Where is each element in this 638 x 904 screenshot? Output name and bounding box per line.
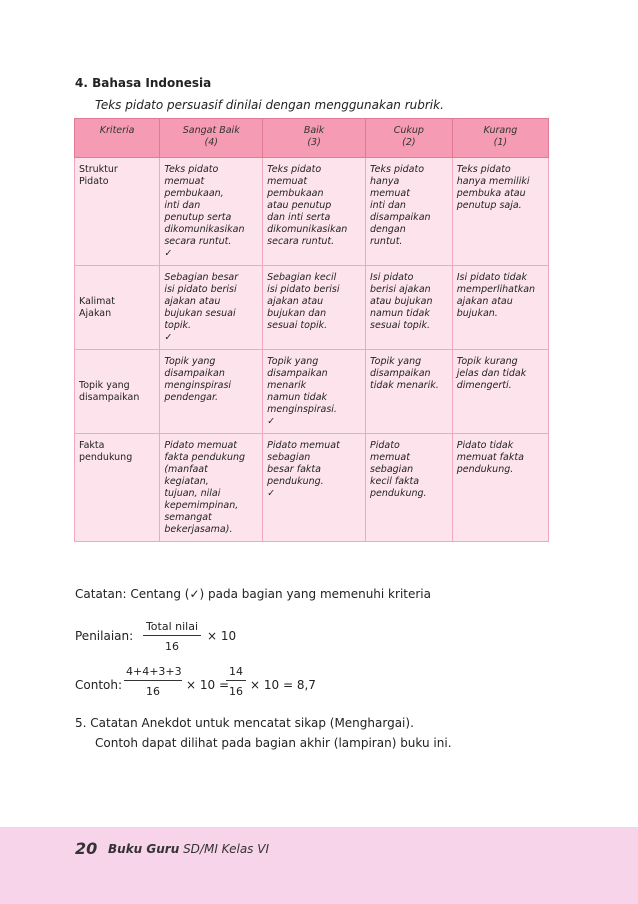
cell-line: Topik yang [267, 356, 319, 367]
cell-line: disampaikan [370, 368, 431, 379]
cell-line: hanya memiliki [456, 176, 530, 187]
cell-line: pendukung. [267, 476, 324, 487]
cell-line: namun tidak [370, 308, 430, 319]
cell-line: pembukaan, [164, 188, 224, 199]
header-title: Sangat Baik [182, 125, 240, 136]
cell-line: semangat [164, 512, 212, 523]
cell-line: memuat [164, 176, 205, 187]
cell-line: sesuai topik. [267, 320, 328, 331]
rubric-cell [263, 266, 366, 350]
header-title: Baik [303, 125, 325, 136]
cell-line: Isi pidato [370, 272, 414, 283]
criterion-line: Kalimat [79, 296, 115, 307]
contoh-label: Contoh: [75, 678, 123, 692]
criterion-line: Fakta [79, 440, 105, 451]
criterion-cell [75, 266, 160, 350]
cell-line: Pidato memuat [267, 440, 340, 451]
cell-line: bujukan dan [267, 308, 327, 319]
criterion-cell [75, 434, 160, 542]
cell-line: sebagian [370, 464, 414, 475]
cell-line: dimengerti. [456, 380, 512, 391]
rubric-table [74, 118, 549, 542]
cell-line: Teks pidato [267, 164, 322, 175]
rubric-cell [263, 350, 366, 434]
cell-line: penutup serta [164, 212, 232, 223]
cell-line: hanya [370, 176, 400, 187]
cell-line: bekerjasama). [164, 524, 233, 535]
header-title: Kriteria [99, 125, 135, 136]
header-title: Cukup [393, 125, 424, 136]
cell-line: pendukung. [370, 488, 427, 499]
page-footer [0, 827, 638, 904]
cell-line: Teks pidato [164, 164, 219, 175]
cell-line: sesuai topik. [370, 320, 430, 331]
penilaian-numerator: Total nilai [143, 620, 201, 636]
cell-line: memuat [267, 176, 308, 187]
cell-line: kepemimpinan, [164, 500, 239, 511]
cell-line: topik. [164, 320, 192, 331]
cell-line: Topik yang [164, 356, 216, 367]
rubric-cell [160, 434, 263, 542]
header-score: (1) [493, 137, 508, 148]
cell-line: Pidato memuat [164, 440, 238, 451]
cell-line: pembuka atau [456, 188, 526, 199]
rubric-header-row [75, 119, 549, 158]
cell-line: bujukan. [456, 308, 498, 319]
cell-line: penutup saja. [456, 200, 522, 211]
header-title: Kurang [483, 125, 518, 136]
rubric-cell [160, 266, 263, 350]
cell-line: (manfaat [164, 464, 208, 475]
cell-line: tidak menarik. [370, 380, 439, 391]
book-title [108, 842, 269, 856]
contoh-numerator-2: 14 [226, 665, 246, 681]
cell-line: Pidato [370, 440, 400, 451]
cell-line: menginspirasi. [267, 404, 337, 415]
rubric-cell [160, 350, 263, 434]
checkmark-icon: ✓ [164, 248, 173, 259]
cell-line: inti dan [164, 200, 201, 211]
cell-line: dikomunikasikan [164, 224, 245, 235]
cell-line: pembukaan [267, 188, 324, 199]
cell-line: disampaikan [267, 368, 328, 379]
rubric-cell [366, 434, 453, 542]
cell-line: isi pidato berisi [164, 284, 237, 295]
penilaian-fraction [143, 620, 201, 653]
table-row [75, 434, 549, 542]
contoh-fraction-2 [226, 665, 246, 698]
cell-line: Teks pidato [370, 164, 425, 175]
cell-line: bujukan sesuai [164, 308, 236, 319]
cell-line: kegiatan, [164, 476, 209, 487]
cell-line: berisi ajakan [370, 284, 431, 295]
cell-line: inti dan [370, 200, 406, 211]
criterion-line: pendukung [79, 452, 133, 463]
cell-line: ajakan atau [456, 296, 513, 307]
criterion-line: Ajakan [79, 308, 112, 319]
checkmark-icon: ✓ [267, 416, 276, 427]
cell-line: kecil fakta [370, 476, 420, 487]
page-number: 20 [75, 839, 98, 858]
cell-line: namun tidak [267, 392, 328, 403]
penilaian-denominator: 16 [165, 640, 179, 653]
rubric-cell [160, 158, 263, 266]
table-row [75, 350, 549, 434]
header-1 [160, 119, 263, 158]
cell-line: secara runtut. [164, 236, 232, 247]
header-0 [75, 119, 160, 158]
cell-line: Isi pidato tidak [456, 272, 527, 283]
cell-line: disampaikan [370, 212, 431, 223]
contoh-fraction-1 [124, 665, 182, 698]
cell-line: Sebagian kecil [267, 272, 337, 283]
cell-line: Sebagian besar [164, 272, 239, 283]
cell-line: ajakan atau [164, 296, 221, 307]
cell-line: besar fakta [267, 464, 321, 475]
rubric-cell [366, 266, 453, 350]
criterion-line: disampaikan [79, 392, 140, 403]
criterion-line: Topik yang [79, 380, 130, 391]
cell-line: sebagian [267, 452, 311, 463]
rubric-cell [366, 158, 453, 266]
cell-line: atau bujukan [370, 296, 433, 307]
cell-line: dengan [370, 224, 406, 235]
cell-line: memperlihatkan [456, 284, 536, 295]
cell-line: pendukung. [456, 464, 514, 475]
cell-line: tujuan, nilai [164, 488, 221, 499]
cell-line: fakta pendukung [164, 452, 246, 463]
penilaian-label: Penilaian: [75, 629, 134, 643]
cell-line: Topik kurang [456, 356, 518, 367]
header-2 [263, 119, 366, 158]
cell-line: Topik yang [370, 356, 422, 367]
check-note: Catatan: Centang (✓) pada bagian yang memenuhi kriteria [75, 587, 431, 601]
book-title-bold: Buku Guru [108, 842, 180, 856]
header-score: (4) [204, 137, 218, 148]
criterion-line: Struktur [79, 164, 118, 175]
item5-line1: 5. Catatan Anekdot untuk mencatat sikap (Menghargai). [75, 716, 414, 730]
cell-line: memuat [370, 452, 410, 463]
table-row [75, 158, 549, 266]
criterion-cell [75, 350, 160, 434]
checkmark-icon: ✓ [267, 488, 276, 499]
item5-line2: Contoh dapat dilihat pada bagian akhir (lampiran) buku ini. [95, 736, 452, 750]
cell-line: menginspirasi [164, 380, 232, 391]
penilaian-times: × 10 [207, 629, 237, 643]
contoh-numerator-1: 4+4+3+3 [124, 665, 182, 681]
contoh-mid: × 10 = [186, 678, 230, 692]
cell-line: memuat [370, 188, 410, 199]
table-row [75, 266, 549, 350]
rubric-cell [452, 158, 548, 266]
contoh-denominator-2: 16 [229, 685, 243, 698]
rubric-cell [263, 158, 366, 266]
cell-line: secara runtut. [267, 236, 335, 247]
cell-line: atau penutup [267, 200, 332, 211]
header-score: (2) [402, 137, 416, 148]
cell-line: isi pidato berisi [267, 284, 340, 295]
cell-line: dikomunikasikan [267, 224, 348, 235]
header-4 [452, 119, 548, 158]
intro-text: Teks pidato persuasif dinilai dengan menggunakan rubrik. [95, 98, 444, 112]
checkmark-icon: ✓ [164, 332, 173, 343]
rubric-cell [366, 350, 453, 434]
cell-line: runtut. [370, 236, 403, 247]
header-3 [366, 119, 453, 158]
rubric-cell [452, 434, 548, 542]
cell-line: dan inti serta [267, 212, 331, 223]
cell-line: pendengar. [164, 392, 219, 403]
cell-line: jelas dan tidak [456, 368, 527, 379]
book-title-rest: SD/MI Kelas VI [179, 842, 269, 856]
header-score: (3) [307, 137, 321, 148]
rubric-cell [452, 350, 548, 434]
cell-line: Teks pidato [456, 164, 511, 175]
section-heading: 4. Bahasa Indonesia [75, 76, 212, 90]
criterion-line: Pidato [79, 176, 109, 187]
cell-line: memuat fakta [456, 452, 524, 463]
cell-line: disampaikan [164, 368, 225, 379]
cell-line: Pidato tidak [456, 440, 514, 451]
cell-line: menarik [267, 380, 307, 391]
rubric-cell [452, 266, 548, 350]
criterion-cell [75, 158, 160, 266]
rubric-cell [263, 434, 366, 542]
contoh-denominator-1: 16 [146, 685, 160, 698]
contoh-result: × 10 = 8,7 [250, 678, 316, 692]
cell-line: ajakan atau [267, 296, 324, 307]
